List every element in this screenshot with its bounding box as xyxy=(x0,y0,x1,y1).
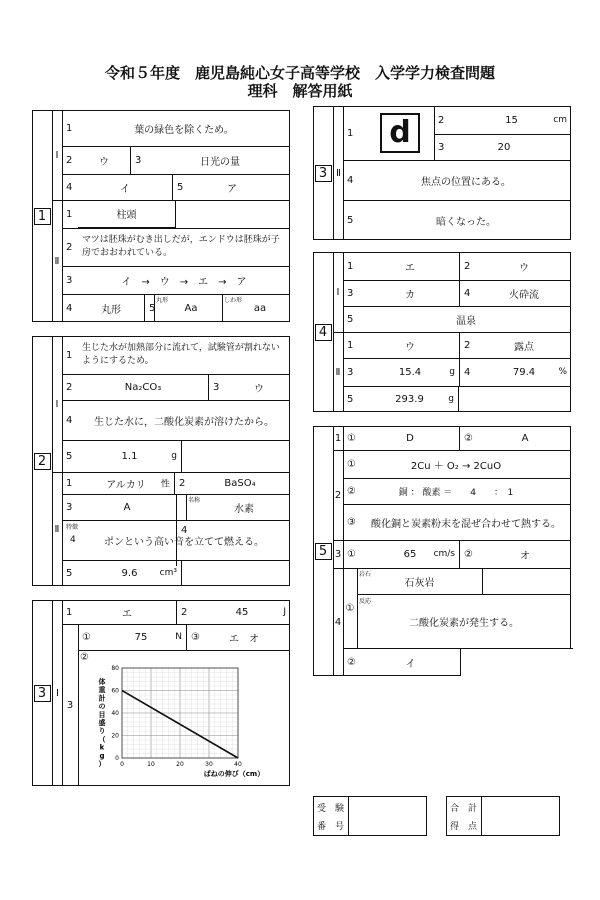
q5-r4c-answer: イ xyxy=(361,648,461,676)
q4-II3-no: 3 xyxy=(347,366,354,378)
q3b-II1-answer: d xyxy=(380,113,420,153)
graph-grid xyxy=(122,668,238,758)
q5-r2c-mark: ③ xyxy=(347,516,356,528)
q1-I3-no: 3 xyxy=(130,146,150,174)
q3b-II3-no: 3 xyxy=(438,141,445,153)
q2-II4b-answer: ポンという高い音を立てて燃える。 xyxy=(104,536,264,548)
q1-II4-answer: 丸形 xyxy=(101,304,121,316)
q2-II3-no: 3 xyxy=(66,501,73,513)
y-label-char: の xyxy=(98,702,106,711)
force-graph xyxy=(88,660,278,782)
q5-cutout xyxy=(461,648,573,677)
q4-I2-answer: ウ xyxy=(519,262,529,274)
q2-II5-unit: cm³ xyxy=(159,568,177,578)
q2-II2-answer: BaSO₄ xyxy=(224,477,256,489)
q1-II2-answer: マツは胚珠がむき出しだが，エンドウは胚珠が子房でおおわれている。 xyxy=(82,235,280,258)
q3a-I2-unit: J xyxy=(283,607,286,617)
q1-II5a-answer: Aa xyxy=(184,302,198,314)
y-label-char: g xyxy=(99,751,105,760)
y-label-char: 体 xyxy=(98,678,106,686)
q5-r2a-answer: 2Cu ＋ O₂ → 2CuO xyxy=(410,460,502,472)
q2-I5-unit: g xyxy=(171,451,177,461)
q3b-number: 3 xyxy=(313,106,333,240)
q4-II5-answer: 293.9 g xyxy=(361,386,459,412)
q5-r2a-mark: ① xyxy=(347,458,356,470)
q3a-number: 3 xyxy=(32,600,52,786)
q5-r1b-mark: ② xyxy=(459,426,479,450)
q5-r1a-answer: D xyxy=(406,432,414,444)
y-label-char: 重 xyxy=(98,686,106,695)
x-tick-label: 20 xyxy=(176,761,184,768)
q5-r1a-mark: ① xyxy=(347,432,356,444)
x-tick-label: 10 xyxy=(147,761,155,768)
y-label-char: り xyxy=(98,727,106,736)
q5-r3a-unit: cm/s xyxy=(433,549,455,559)
exam-number-label1: 受 験 xyxy=(316,803,344,814)
q1-I3-answer: 日光の量 xyxy=(200,156,240,168)
graph-ylabel xyxy=(99,677,106,768)
q3b-II2-no: 2 xyxy=(438,114,445,126)
q4-II5-no: 5 xyxy=(347,393,354,405)
q2-II4-no: 4 xyxy=(176,494,186,566)
q5-r2b-answer: 銅 ： 酸素 ＝ 4 ： 1 xyxy=(398,487,514,498)
q2-I4-no: 4 xyxy=(66,414,73,426)
q1-I2-answer: ウ xyxy=(99,156,109,168)
divider xyxy=(78,650,290,651)
q5-r2c-answer: 酸化銅と炭素粉末を混ぜ合わせて熱する。 xyxy=(371,518,561,530)
y-label-char: 目 xyxy=(98,710,106,719)
q5-r1-no: 1 xyxy=(334,432,342,444)
q4-roman-I: Ⅰ xyxy=(336,286,340,298)
q1-roman-I: Ⅰ xyxy=(55,149,59,161)
q5-r2b-mark: ② xyxy=(347,485,356,497)
q1-II5-no: 5 xyxy=(144,294,154,322)
q4-II3-answer: 15.4 g xyxy=(398,366,455,378)
q5-r3a-answer: 65 cm/s xyxy=(403,548,455,560)
q1-roman-II: Ⅱ xyxy=(54,255,60,267)
q3a-c1-mark: ① xyxy=(82,631,91,643)
y-tick-label: 40 xyxy=(111,710,119,717)
q4-II1-no: 1 xyxy=(347,339,354,351)
q1-II1-answer: 柱頭 xyxy=(78,200,176,228)
y-tick-label: 60 xyxy=(111,687,119,695)
q2-I2-no: 2 xyxy=(66,381,73,393)
q1-II3-no: 3 xyxy=(66,274,73,286)
q4-II3-unit: g xyxy=(449,367,455,377)
q2-II1-no: 1 xyxy=(66,477,73,489)
q1-I4-answer: イ xyxy=(120,183,130,195)
total-score-label1: 合 計 xyxy=(449,803,477,814)
q1-I5-answer: ア xyxy=(227,183,237,195)
exam-number-field[interactable] xyxy=(350,798,425,834)
q2-number: 2 xyxy=(32,336,52,586)
q4-II2-answer: 露点 xyxy=(514,341,534,353)
q5-r3-no: 3 xyxy=(334,548,342,560)
q4-I3-answer: カ xyxy=(405,289,415,301)
total-score-label2: 得 点 xyxy=(449,821,477,832)
q1-II1-no: 1 xyxy=(66,208,73,220)
q3b-II2-answer: 15 cm xyxy=(505,114,567,126)
q3a-I1-answer: エ xyxy=(122,608,132,620)
q4-I2-no: 2 xyxy=(459,252,477,280)
q5-r1b-answer: A xyxy=(521,432,529,444)
q2-roman-II: Ⅱ xyxy=(54,523,60,535)
q3a-I1-no: 1 xyxy=(66,606,73,618)
q2-II1-answer: アルカリ 性 xyxy=(78,472,174,494)
q2-I5-answer: 1.1 g xyxy=(78,440,182,472)
q5-r4b-answer: 二酸化炭素が発生する。 xyxy=(409,617,519,629)
q5-r3b-mark: ② xyxy=(459,540,479,568)
q2-II3-answer: A xyxy=(123,501,131,513)
q1-II5b-label: しわ形 xyxy=(224,297,243,304)
y-label-char: （ xyxy=(98,735,106,744)
q3b-II5-answer: 暗くなった。 xyxy=(436,216,496,228)
q5-r4a-label: 岩石 xyxy=(359,571,372,578)
q4-I5-no: 5 xyxy=(347,313,354,325)
exam-number-label2: 番 号 xyxy=(316,821,344,832)
q3b-II2-unit: cm xyxy=(553,115,567,125)
x-tick-label: 0 xyxy=(120,761,124,768)
x-tick-label: 30 xyxy=(205,761,213,768)
q5-r4c-mark: ② xyxy=(347,656,356,668)
q1-I1-answer: 葉の緑色を除くため。 xyxy=(134,124,234,136)
q3a-I3-no: 3 xyxy=(66,699,74,711)
divider xyxy=(154,294,155,322)
page-title: 令和５年度 鹿児島純心女子高等学校 入学学力検査問題 xyxy=(104,64,495,82)
q2-II4a-answer: 水素 xyxy=(234,503,254,515)
q2-I2-answer: Na₂CO₃ xyxy=(124,381,162,393)
y-tick-label: 80 xyxy=(111,665,119,672)
q5-r4a-answer: 石灰岩 xyxy=(357,568,483,594)
q2-I3-no: 3 xyxy=(208,374,228,400)
q2-I1-no: 1 xyxy=(66,349,73,361)
q3b-II4-answer: 焦点の位置にある。 xyxy=(421,176,511,188)
q5-r4a-mark: ① xyxy=(345,602,355,614)
graph-xlabel: ばねの伸び（cm） xyxy=(203,770,265,778)
q3a-c1-unit: N xyxy=(175,632,182,642)
q3a-c1-answer: 75 N xyxy=(134,631,182,643)
q4-I4-no: 4 xyxy=(459,280,477,306)
mask xyxy=(460,676,572,682)
q2-II4-label1: 名称 xyxy=(188,497,201,504)
q2-I1-answer: 生じた水が加熱部分に流れて，試験管が割れないようにするため。 xyxy=(82,343,280,366)
divider xyxy=(348,796,349,836)
q4-I4-answer: 火砕流 xyxy=(509,289,539,301)
q4-II1-answer: ウ xyxy=(405,341,415,353)
q4-I3-no: 3 xyxy=(347,287,354,299)
divider xyxy=(186,494,187,520)
q1-II5a-label: 丸形 xyxy=(156,297,169,304)
q1-I5-no: 5 xyxy=(172,174,192,200)
q3b-roman: Ⅱ xyxy=(333,106,343,240)
y-label-char: ） xyxy=(98,760,106,768)
q1-I4-no: 4 xyxy=(66,181,73,193)
y-tick-label: 0 xyxy=(115,755,119,762)
y-label-char: k xyxy=(99,743,105,752)
q5-number: 5 xyxy=(313,426,333,676)
divider xyxy=(481,796,482,836)
q5-r4-no: 4 xyxy=(334,616,342,628)
q2-I4-answer: 生じた水に，二酸化炭素が溶けたから。 xyxy=(94,416,274,428)
q1-II3-answer: イ → ウ → エ → ア xyxy=(121,276,247,288)
q3a-I2-answer: 45 J xyxy=(235,606,286,618)
q5-r3a-mark: ① xyxy=(347,548,356,560)
divider xyxy=(222,294,223,322)
q5-r4b-label: 反応 xyxy=(359,598,372,605)
q4-roman-II: Ⅱ xyxy=(335,366,341,378)
q2-II5-answer: 9.6 cm³ xyxy=(78,560,182,586)
page-subtitle: 理科 解答用紙 xyxy=(247,82,353,100)
q4-II2-no: 2 xyxy=(459,332,477,358)
q3a-I2-no: 2 xyxy=(176,600,194,624)
q4-number: 4 xyxy=(313,252,333,412)
q1-I1-no: 1 xyxy=(66,122,73,134)
q3b-II1-no: 1 xyxy=(347,127,354,139)
q3a-roman-I: Ⅰ xyxy=(52,600,62,786)
y-tick-label: 20 xyxy=(111,732,119,740)
q4-I5-answer: 温泉 xyxy=(456,315,476,327)
y-label-char: 計 xyxy=(98,694,106,703)
q3a-c3-mark: ③ xyxy=(186,624,204,650)
q2-II4-no2: 4 xyxy=(70,535,76,545)
q4-II5-unit: g xyxy=(448,394,454,404)
q2-II1-suffix: 性 xyxy=(160,479,170,490)
q2-I3-answer: ウ xyxy=(254,383,264,395)
q4-II4-no: 4 xyxy=(459,358,477,386)
q2-roman-I: Ⅰ xyxy=(55,398,59,410)
graph-ticks xyxy=(111,665,242,768)
q2-II4-label2: 特徴 xyxy=(66,524,79,531)
q1-II2-no: 2 xyxy=(66,241,73,253)
q4-I1-no: 1 xyxy=(347,260,354,272)
x-tick-label: 40 xyxy=(234,761,242,768)
q2-II2-no: 2 xyxy=(174,472,190,494)
q2-I5-no: 5 xyxy=(66,450,73,462)
q2-II5-no: 5 xyxy=(66,567,73,579)
q4-I1-answer: エ xyxy=(405,262,415,274)
q5-r3b-answer: オ xyxy=(520,550,530,562)
q3a-c3-answer: エ オ xyxy=(229,633,259,645)
q1-II5b-answer: aa xyxy=(253,302,267,314)
q1-I2-no: 2 xyxy=(66,154,73,166)
q1-II4-no: 4 xyxy=(66,302,73,314)
q3b-II3-answer: 20 xyxy=(497,141,511,153)
q4-II4-unit: % xyxy=(558,367,567,377)
q1-number: 1 xyxy=(32,110,52,322)
q3b-II5-no: 5 xyxy=(347,214,354,226)
q3a-c2-mark: ② xyxy=(80,652,89,663)
q3b-II4-no: 4 xyxy=(347,174,354,186)
total-score-field[interactable] xyxy=(483,798,558,834)
q5-r2-no: 2 xyxy=(334,489,342,501)
y-label-char: 盛 xyxy=(98,719,106,727)
q4-II4-answer: 79.4 % xyxy=(512,366,567,378)
